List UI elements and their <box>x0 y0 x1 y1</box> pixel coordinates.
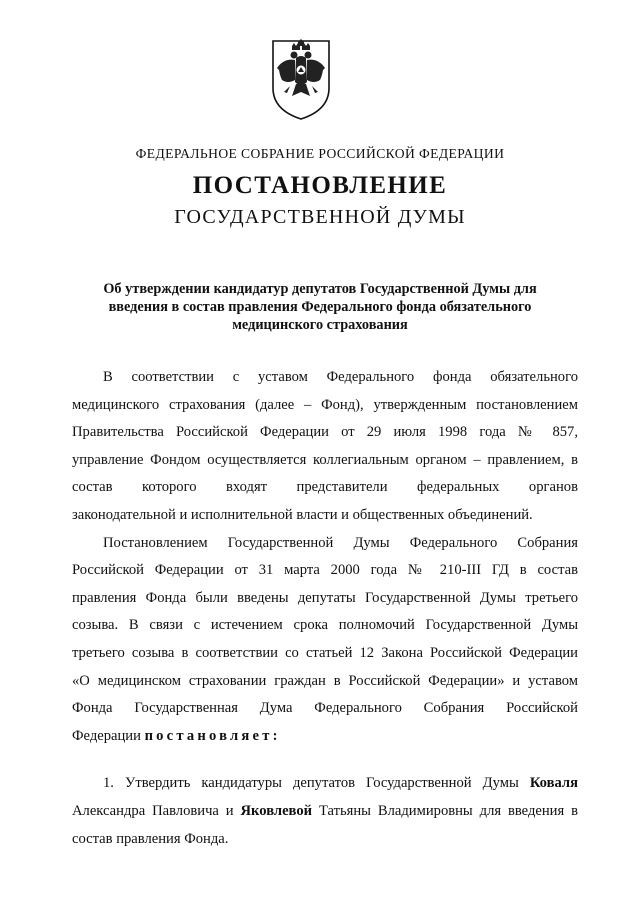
subject-line: введения в состав правления Федерального фонда обязательного <box>108 299 532 315</box>
body-line-resolves <box>72 727 578 745</box>
deputy-name: Коваля <box>529 775 578 792</box>
paragraph-context <box>72 534 578 745</box>
body-line: созыва. В связи с истечением срока полномочий Государственной Думы <box>72 617 578 634</box>
body-line: Российской Федерации от 31 марта 2000 года № 210-III ГД в состав <box>72 562 578 579</box>
body-line: третьего созыва в соответствии со статьей 12 Закона Российской Федерации <box>72 644 578 661</box>
body-line: правления Фонда были введены депутаты Государственной Думы третьего <box>72 589 578 606</box>
organization-heading: ФЕДЕРАЛЬНОЕ СОБРАНИЕ РОССИЙСКОЙ ФЕДЕРАЦИИ <box>135 146 505 161</box>
body-line: медицинского страхования (далее – Фонд), утвержденным постановлением <box>72 396 578 413</box>
point-text: Татьяны Владимировны для введения в <box>318 802 578 819</box>
resolves-word: постановляет: <box>144 727 281 744</box>
point-line: состав правления Фонда. <box>72 830 229 847</box>
body-line: В соответствии с уставом Федерального фонда обязательного <box>103 369 578 385</box>
paragraph-preamble <box>72 368 578 524</box>
point-text: Александра Павловича и <box>72 802 234 819</box>
document-type-title: ПОСТАНОВЛЕНИЕ <box>192 172 448 199</box>
resolution-body <box>72 368 578 857</box>
deputy-name: Яковлевой <box>240 802 313 819</box>
point-line <box>72 802 578 820</box>
body-line-text: Федерации <box>72 727 141 744</box>
body-line: Фонда Государственная Дума Федерального Собрания Российской <box>72 700 578 717</box>
point-1 <box>72 774 578 847</box>
body-line: Постановлением Государственной Думы Федерального Собрания <box>103 534 578 551</box>
body-line: управление Фондом осуществляется коллегиальным органом – правлением, в <box>72 451 578 468</box>
body-line: состав которого входят представители федеральных органов <box>72 479 578 496</box>
issuer-title: ГОСУДАРСТВЕННОЙ ДУМЫ <box>174 206 466 228</box>
body-line: законодательной и исполнительной власти и общественных объединений. <box>72 506 533 523</box>
coat-of-arms-emblem-icon <box>270 38 332 122</box>
subject-line: медицинского страхования <box>232 317 408 333</box>
point-text: 1. Утвердить кандидатуры депутатов Государственной Думы <box>103 775 519 792</box>
resolution-subject <box>60 280 580 334</box>
body-line: «О медицинском страховании граждан в Российской Федерации» и уставом <box>72 672 578 689</box>
subject-line: Об утверждении кандидатур депутатов Государственной Думы для <box>103 281 537 297</box>
body-line: Правительства Российской Федерации от 29 июля 1998 года № 857, <box>72 424 578 441</box>
point-line <box>72 774 578 792</box>
